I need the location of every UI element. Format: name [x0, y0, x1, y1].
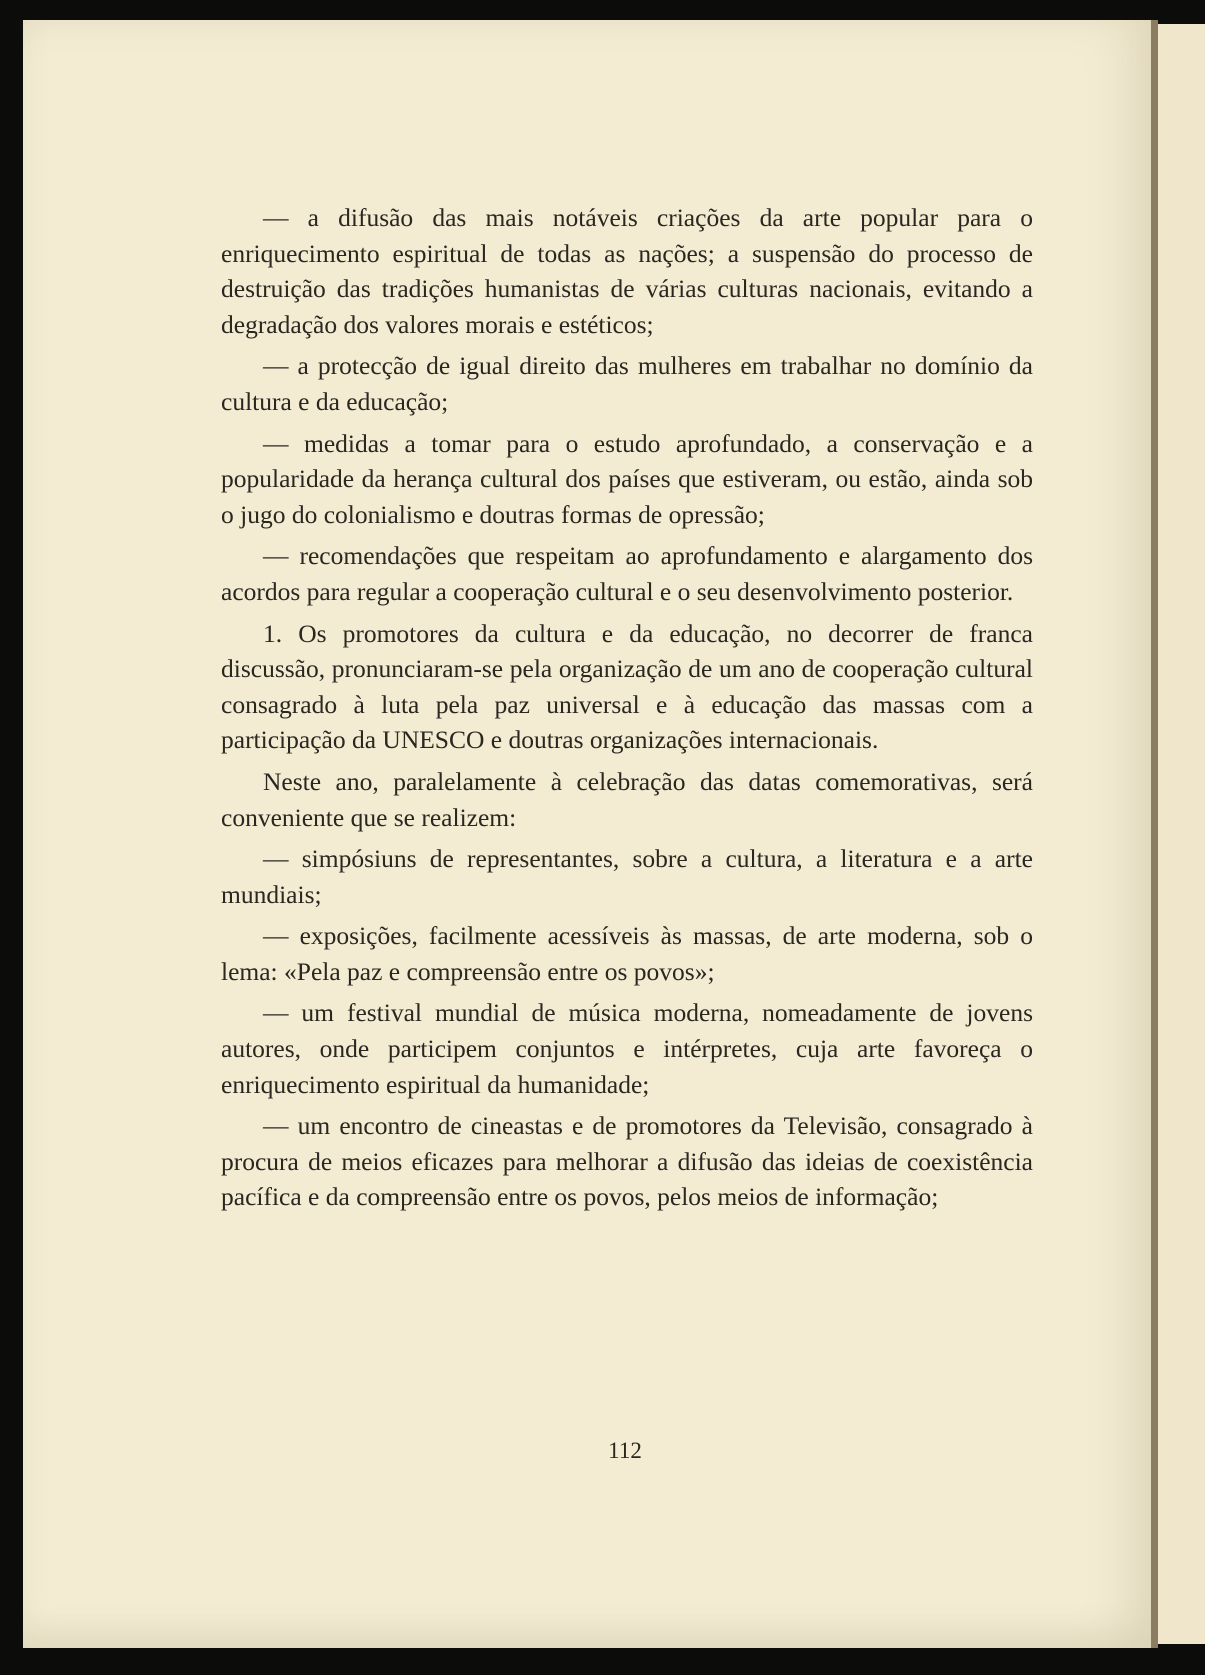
- book-gutter: [1151, 20, 1158, 1648]
- paragraph-8: — exposições, facilmente acessíveis às massas, de arte moderna, sob o lema: «Pela paz e compreensão entre os povos»;: [221, 921, 1033, 986]
- paragraph-10: — um encontro de cineastas e de promotores da Televisão, consagrado à procura de meios eficazes para melhorar a difusão das ideias de coexistência pacífica e da compreensão entre os povos, pelos meios de informação;: [221, 1111, 1033, 1212]
- body-text: [221, 200, 1033, 1221]
- paragraph-9: — um festival mundial de música moderna, nomeadamente de jovens autores, onde participem conjuntos e intérpretes, cuja arte favoreça o enriquecimento espiritual da humanidade;: [221, 998, 1033, 1099]
- paragraph-2: — a protecção de igual direito das mulheres em trabalhar no domínio da cultura e da educação;: [221, 351, 1033, 416]
- paragraph-4: — recomendações que respeitam ao aprofundamento e alargamento dos acordos para regular a cooperação cultural e o seu desenvolvimento posterior.: [221, 541, 1033, 606]
- paragraph-1: — a difusão das mais notáveis criações da arte popular para o enriquecimento espiritual de todas as nações; a suspensão do processo de destruição das tradições humanistas de várias culturas nacionais, evitando a degradação dos valores morais e estéticos;: [221, 203, 1033, 339]
- paragraph-5: 1. Os promotores da cultura e da educação, no decorrer de franca discussão, pronunciaram-se pela organização de um ano de cooperação cultural consagrado à luta pela paz universal e à educação das massas com a participação da UNESCO e doutras organizações internacionais.: [221, 618, 1033, 755]
- paragraph-6: Neste ano, paralelamente à celebração das datas comemorativas, será conveniente que se realizem:: [221, 766, 1033, 832]
- adjacent-page-edge: [1158, 24, 1205, 1644]
- paragraph-3: — medidas a tomar para o estudo aprofundado, a conservação e a popularidade da herança cultural dos países que estiveram, ou estão, ainda sob o jugo do colonialismo e doutras formas de opressão;: [221, 428, 1033, 529]
- page-number: 112: [608, 1438, 642, 1463]
- paragraph-7: — simpósiuns de representantes, sobre a cultura, a literatura e a arte mundiais;: [221, 844, 1033, 909]
